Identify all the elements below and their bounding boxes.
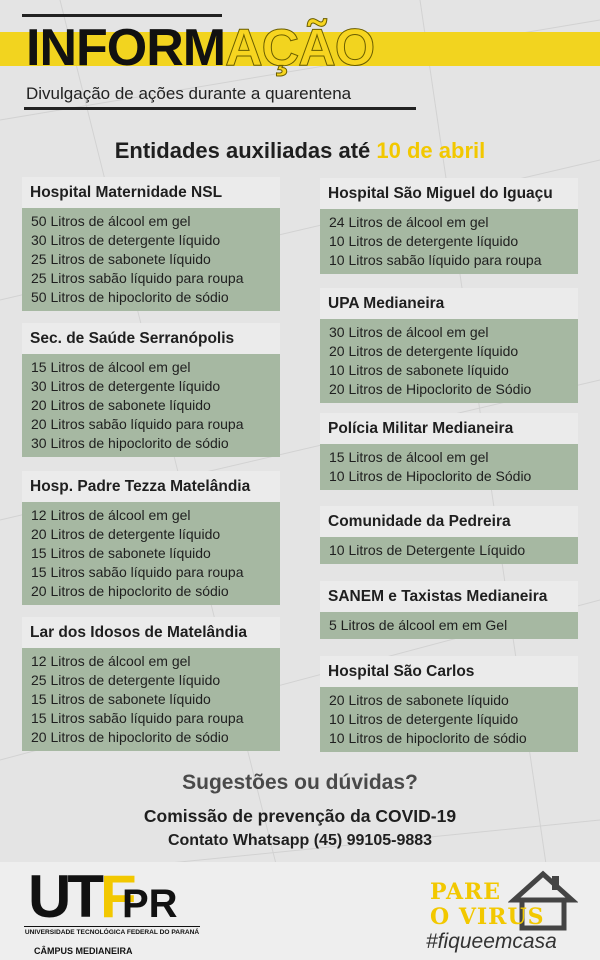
entity-items <box>320 537 578 564</box>
entity-item: 12 Litros de álcool em gel <box>31 653 191 669</box>
entity-item: 20 Litros de sabonete líquido <box>329 692 509 708</box>
entity-item: 50 Litros de hipoclorito de sódio <box>31 289 229 305</box>
hashtag-text: #fiqueemcasa <box>426 930 557 953</box>
campus-name: CÂMPUS MEDIANEIRA <box>34 946 133 956</box>
entity-items <box>22 502 280 605</box>
entity-card <box>320 288 578 403</box>
entity-item: 25 Litros sabão líquido para roupa <box>31 270 244 286</box>
footer-question: Sugestões ou dúvidas? <box>182 771 418 794</box>
footer-commission: Comissão de prevenção da COVID-19 <box>143 806 457 826</box>
entity-item: 15 Litros de álcool em gel <box>31 359 191 375</box>
entity-item: 10 Litros de Hipoclorito de Sódio <box>329 468 532 484</box>
footer-contact: Contato Whatsapp (45) 99105-9883 <box>167 832 433 849</box>
entity-item: 15 Litros de sabonete líquido <box>31 545 211 561</box>
entity-card <box>22 177 280 311</box>
entity-title: Lar dos Idosos de Matelândia <box>22 617 280 648</box>
heading-prefix: Entidades auxiliadas até <box>114 138 371 163</box>
entity-items <box>320 687 578 752</box>
entity-card <box>320 506 578 564</box>
entity-item: 25 Litros de sabonete líquido <box>31 251 211 267</box>
entity-item: 20 Litros de sabonete líquido <box>31 397 211 413</box>
utf-letters: UT <box>28 863 100 930</box>
entity-item: 20 Litros sabão líquido para roupa <box>31 416 244 432</box>
entity-items <box>22 354 280 457</box>
entity-item: 20 Litros de detergente líquido <box>31 526 221 542</box>
entity-item: 10 Litros de detergente líquido <box>329 233 519 249</box>
entity-item: 20 Litros de detergente líquido <box>329 343 519 359</box>
entity-items <box>22 208 280 311</box>
entity-item: 10 Litros de hipoclorito de sódio <box>329 730 527 746</box>
entity-item: 30 Litros de álcool em gel <box>329 324 489 340</box>
entity-card <box>22 323 280 457</box>
entity-card <box>320 656 578 752</box>
entity-item: 15 Litros de sabonete líquido <box>31 691 211 707</box>
page-title <box>26 20 374 76</box>
entity-item: 15 Litros sabão líquido para roupa <box>31 710 244 726</box>
entity-item: 20 Litros de hipoclorito de sódio <box>31 583 229 599</box>
entity-item: 30 Litros de detergente líquido <box>31 378 221 394</box>
entity-title: SANEM e Taxistas Medianeira <box>320 581 578 612</box>
entity-item: 10 Litros de detergente líquido <box>329 711 519 727</box>
page-subtitle: Divulgação de ações durante a quarentena <box>26 84 352 103</box>
utf-letter-f: F <box>99 863 133 930</box>
entity-item: 20 Litros de Hipoclorito de Sódio <box>329 381 532 397</box>
entity-items <box>320 319 578 403</box>
entity-item: 10 Litros de Detergente Líquido <box>329 542 526 558</box>
entity-title: UPA Medianeira <box>320 288 578 319</box>
entity-item: 15 Litros de álcool em gel <box>329 449 489 465</box>
entity-item: 15 Litros sabão líquido para roupa <box>31 564 244 580</box>
entity-title: Hosp. Padre Tezza Matelândia <box>22 471 280 502</box>
entity-title: Hospital São Miguel do Iguaçu <box>320 178 578 209</box>
top-rule <box>22 14 222 17</box>
title-part-dark: INFORM <box>26 19 226 77</box>
pare-text: PARE <box>430 879 502 905</box>
entity-title: Polícia Militar Medianeira <box>320 413 578 444</box>
entity-title: Hospital Maternidade NSL <box>22 177 280 208</box>
entity-item: 5 Litros de álcool em em Gel <box>329 617 508 633</box>
entity-card <box>22 471 280 605</box>
subtitle-rule <box>24 107 416 110</box>
entity-items <box>320 444 578 490</box>
entity-item: 24 Litros de álcool em gel <box>329 214 489 230</box>
entity-card <box>320 581 578 639</box>
entity-card <box>320 413 578 490</box>
title-part-yellow: AÇÃO <box>225 19 375 77</box>
virus-text: O VIRUS <box>430 904 545 930</box>
entity-item: 20 Litros de hipoclorito de sódio <box>31 729 229 745</box>
entity-title: Sec. de Saúde Serranópolis <box>22 323 280 354</box>
utfpr-logo-mark <box>28 863 133 930</box>
entity-item: 30 Litros de hipoclorito de sódio <box>31 435 229 451</box>
heading-date: 10 de abril <box>376 138 486 163</box>
entity-items <box>320 612 578 639</box>
entity-items <box>22 648 280 751</box>
entity-item: 10 Litros sabão líquido para roupa <box>329 252 542 268</box>
entity-card <box>22 617 280 751</box>
entity-item: 12 Litros de álcool em gel <box>31 507 191 523</box>
entity-card <box>320 178 578 274</box>
utfpr-logo-pr: PR <box>122 882 178 926</box>
entity-title: Hospital São Carlos <box>320 656 578 687</box>
entity-title: Comunidade da Pedreira <box>320 506 578 537</box>
section-heading <box>0 138 600 164</box>
entity-item: 10 Litros de sabonete líquido <box>329 362 509 378</box>
university-name: UNIVERSIDADE TECNOLÓGICA FEDERAL DO PARANÁ <box>24 926 200 936</box>
entity-item: 50 Litros de álcool em gel <box>31 213 191 229</box>
entity-item: 30 Litros de detergente líquido <box>31 232 221 248</box>
entity-items <box>320 209 578 274</box>
entity-item: 25 Litros de detergente líquido <box>31 672 221 688</box>
